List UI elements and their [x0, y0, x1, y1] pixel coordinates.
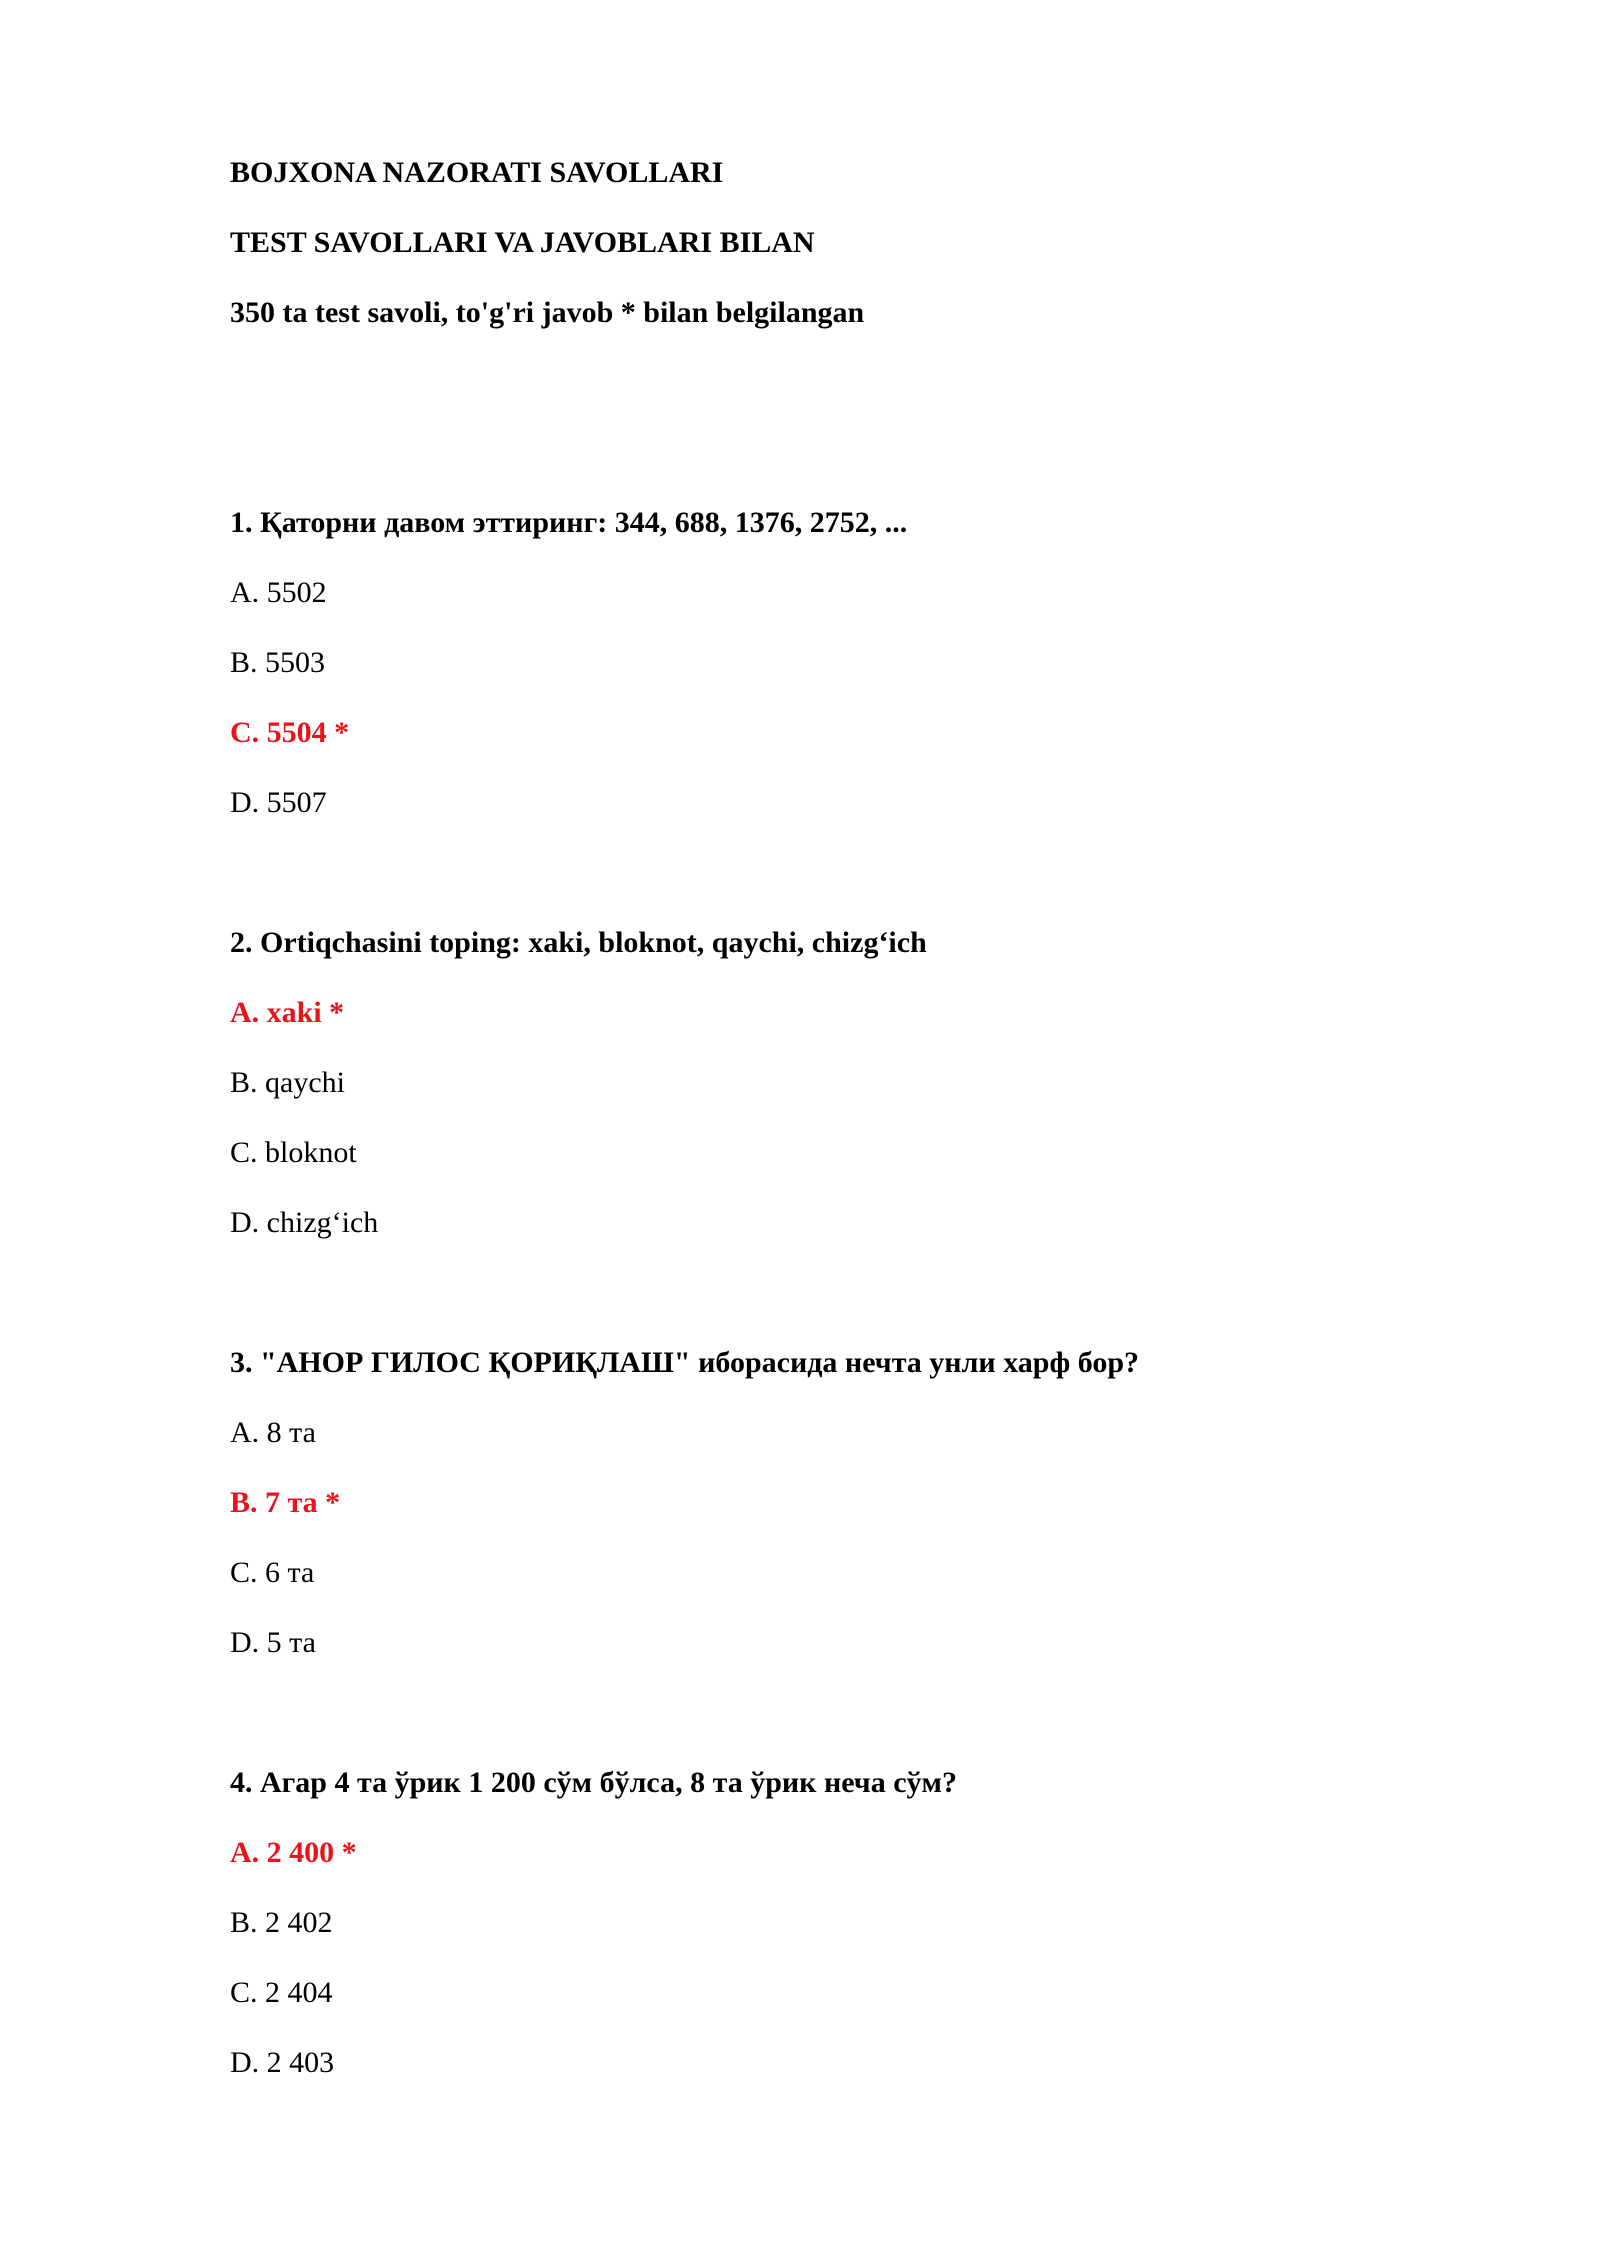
question-3-option-a: A. 8 та — [230, 1416, 316, 1449]
question-2-option-b: B. qaychi — [230, 1066, 345, 1099]
question-1-option-b: B. 5503 — [230, 646, 326, 679]
document-title: BOJXONA NAZORATI SAVOLLARI — [230, 156, 724, 189]
question-4-option-c: C. 2 404 — [230, 1976, 333, 2009]
question-1-text: 1. Қаторни давом эттиринг: 344, 688, 1376, 2752, ... — [230, 506, 908, 539]
question-1-option-a: A. 5502 — [230, 576, 327, 609]
document-subtitle: TEST SAVOLLARI VA JAVOBLARI BILAN — [230, 226, 815, 259]
question-3-option-d: D. 5 та — [230, 1626, 316, 1659]
question-3-text: 3. "АНОР ГИЛОС ҚОРИҚЛАШ" иборасида нечта унли харф бор? — [230, 1346, 1140, 1379]
question-1-option-c-correct: C. 5504 * — [230, 716, 350, 749]
question-2-option-c: C. bloknot — [230, 1136, 357, 1169]
question-4-text: 4. Агар 4 та ўрик 1 200 сўм бўлса, 8 та ўрик неча сўм? — [230, 1766, 957, 1799]
question-3-option-b-correct: B. 7 та * — [230, 1486, 341, 1519]
question-4-option-a-correct: A. 2 400 * — [230, 1836, 357, 1869]
question-2-option-a-correct: A. xaki * — [230, 996, 345, 1029]
question-3-option-c: C. 6 та — [230, 1556, 315, 1589]
question-4-option-d: D. 2 403 — [230, 2046, 335, 2079]
question-1-option-d: D. 5507 — [230, 786, 327, 819]
question-4-option-b: B. 2 402 — [230, 1906, 333, 1939]
question-2-option-d: D. chizg‘ich — [230, 1206, 379, 1239]
document-description: 350 ta test savoli, to'g'ri javob * bilan belgilangan — [230, 296, 865, 329]
question-2-text: 2. Ortiqchasini toping: xaki, bloknot, qaychi, chizg‘ich — [230, 926, 927, 959]
